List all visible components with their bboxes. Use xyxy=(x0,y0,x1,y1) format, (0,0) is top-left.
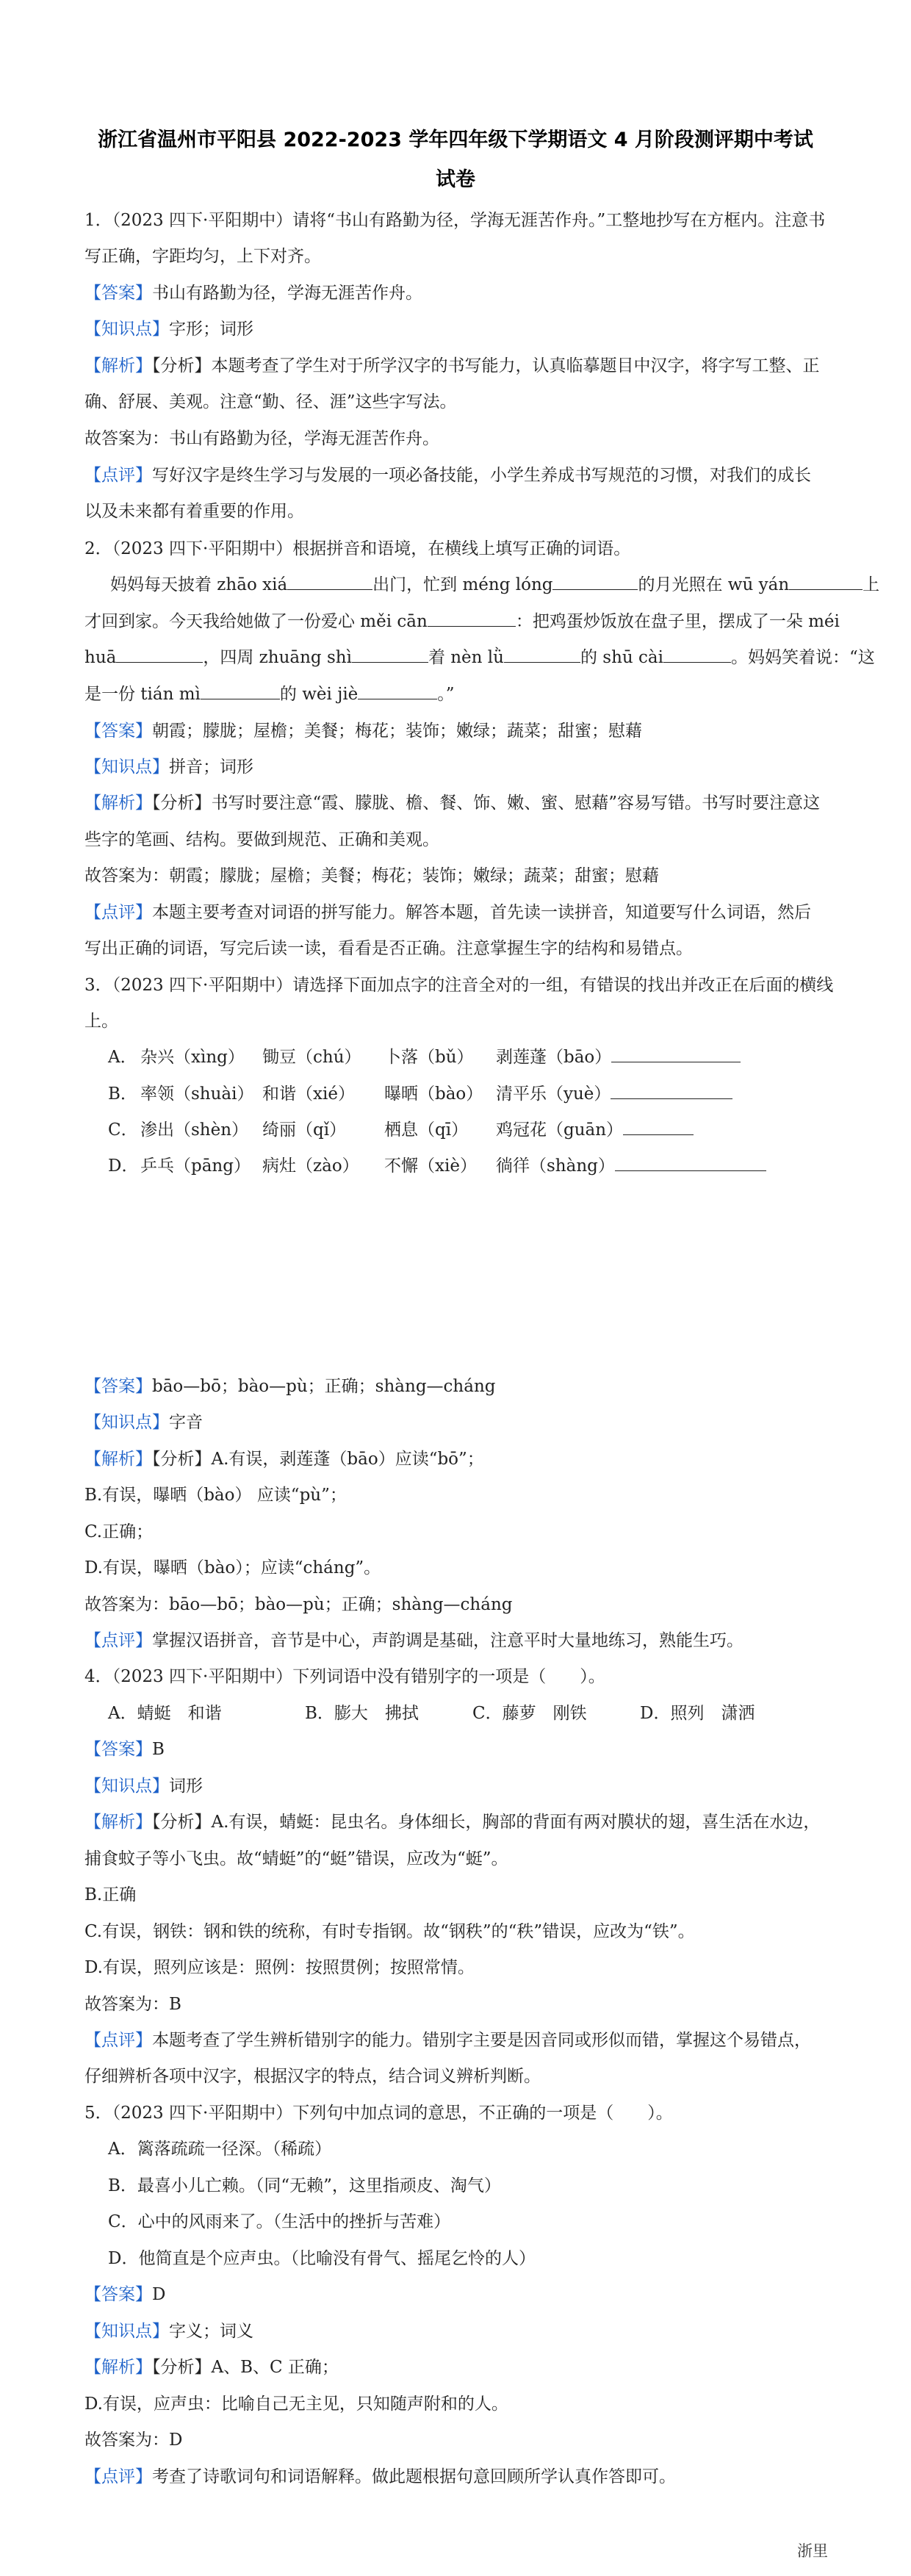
blank-line xyxy=(611,1046,741,1062)
q3-option-a xyxy=(108,1046,850,1069)
page-footer: 浙里 xyxy=(797,2542,828,2560)
q1-answer-text: 书山有路勤为径，学海无涯苦作舟。 xyxy=(152,284,422,303)
q2-p1b: 出门，忙到 méng lóng xyxy=(372,575,553,594)
q2-p3e: 。妈妈笑着说：“这 xyxy=(730,648,875,667)
q3-option-item: 杂兴（xìng） xyxy=(140,1048,245,1067)
q3-option-item: 锄豆（chú） xyxy=(262,1048,361,1067)
q3-answer xyxy=(84,1375,827,1398)
q5-analysis-line2: D.有误，应声虫：比喻自己无主见，只知随声附和的人。 xyxy=(84,2395,508,2414)
q3-analysis-line4: D.有误，曝晒（bào）；应读“cháng”。 xyxy=(84,1558,381,1577)
q4-analysis-line5: D.有误，照列应该是：照例：按照贯例；按照常情。 xyxy=(84,1958,475,1977)
q1-analysis-line2: 确、舒展、美观。注意“勤、径、涯”这些字写法。 xyxy=(84,392,457,411)
q5-option-a: A．篱落疏疏一径深。（稀疏） xyxy=(108,2140,332,2159)
q5-option-b: B．最喜小儿亡赖。（同“无赖”，这里指顽皮、淘气） xyxy=(108,2176,501,2195)
q2-stem: 2．（2023 四下·平阳期中）根据拼音和语境，在横线上填写正确的词语。 xyxy=(84,539,631,558)
q3-option-label: B． xyxy=(108,1084,137,1104)
q3-option-item: 曝晒（bào） xyxy=(384,1084,483,1104)
analysis-tag: 【解析】 xyxy=(84,356,152,375)
q2-passage-line2 xyxy=(84,610,840,633)
q4-options xyxy=(108,1702,850,1725)
comment-tag: 【点评】 xyxy=(84,2031,152,2050)
q4-analysis-line1 xyxy=(84,1810,827,1834)
q2-p4a: 是一份 tián mì xyxy=(84,685,201,704)
q5-answer xyxy=(84,2283,827,2306)
q3-option-label: D． xyxy=(108,1156,139,1176)
q4-stem: 4．（2023 四下·平阳期中）下列词语中没有错别字的一项是（ ）。 xyxy=(84,1667,605,1686)
analysis-tag: 【解析】 xyxy=(84,1450,152,1469)
q2-passage-line4 xyxy=(84,683,827,706)
q2-analysis-text1: 【分析】书写时要注意“霞、朦胧、檐、餐、饰、嫩、蜜、慰藉”容易写错。书写时要注意这 xyxy=(152,794,821,813)
blank-line xyxy=(552,573,638,590)
q2-comment-line2: 写出正确的词语，写完后读一读，看看是否正确。注意掌握生字的结构和易错点。 xyxy=(84,939,693,958)
q5-option-d: D．他简直是个应声虫。（比喻没有骨气、摇尾乞怜的人） xyxy=(108,2249,536,2268)
blank-line xyxy=(789,573,863,590)
q3-option-label: A． xyxy=(108,1048,137,1067)
q3-option-label: C． xyxy=(108,1120,138,1140)
blank-line xyxy=(611,1082,732,1099)
q4-analysis-text1: 【分析】A.有误，蜻蜓：昆虫名。身体细长，胸部的背面有两对膜状的翅，喜生活在水边， xyxy=(152,1813,821,1832)
q3-stem-line1: 3．（2023 四下·平阳期中）请选择下面加点字的注音全对的一组，有错误的找出并改正在后面的横线 xyxy=(84,976,834,995)
q5-final-answer: 故答案为：D xyxy=(84,2431,183,2450)
q3-option-item: 和谐（xié） xyxy=(262,1084,355,1104)
q2-p1c: 的月光照在 wū yán xyxy=(638,575,790,594)
answer-tag: 【答案】 xyxy=(84,1740,152,1759)
answer-tag: 【答案】 xyxy=(84,1377,152,1396)
knowledge-tag: 【知识点】 xyxy=(84,758,169,777)
q4-point-text: 词形 xyxy=(169,1777,203,1796)
q5-point-text: 字义；词义 xyxy=(169,2322,253,2341)
q1-answer xyxy=(84,281,827,305)
q3-option-item: 渗出（shèn） xyxy=(140,1120,249,1140)
blank-line xyxy=(615,1154,766,1171)
q1-point-text: 字形；词形 xyxy=(169,320,253,339)
knowledge-tag: 【知识点】 xyxy=(84,320,169,339)
q2-answer xyxy=(84,719,827,743)
q3-final-answer: 故答案为：bāo—bō；bào—pù；正确；shàng—cháng xyxy=(84,1595,513,1614)
q2-p1a: 妈妈每天披着 zhāo xiá xyxy=(110,575,288,594)
blank-line xyxy=(504,646,580,663)
q4-analysis-line2: 捕食蚊子等小飞虫。故“蜻蜓”的“蜓”错误，应改为“蜓”。 xyxy=(84,1849,508,1868)
q5-comment-text: 考查了诗歌词句和词语解释。做此题根据句意回顾所学认真作答即可。 xyxy=(152,2467,676,2486)
q3-option-item: 栖息（qī） xyxy=(384,1120,469,1140)
analysis-tag: 【解析】 xyxy=(84,794,152,813)
blank-line xyxy=(358,683,437,699)
analysis-tag: 【解析】 xyxy=(84,1813,152,1832)
q4-analysis-line3: B.正确 xyxy=(84,1885,137,1904)
q3-option-d xyxy=(108,1154,850,1178)
knowledge-tag: 【知识点】 xyxy=(84,1777,169,1796)
q4-option-b: B．膨大 拂拭 xyxy=(305,1704,419,1723)
q3-analysis-text1: 【分析】A.有误，剥莲蓬（bāo）应读“bō”； xyxy=(152,1450,484,1469)
q3-option-item: 徜徉（shàng） xyxy=(496,1156,615,1176)
analysis-tag: 【解析】 xyxy=(84,2358,152,2377)
q4-analysis-line4: C.有误，钢铁：钢和铁的统称，有时专指钢。故“钢秩”的“秩”错误，应改为“铁”。 xyxy=(84,1922,695,1941)
q2-p3d: 的 shū cài xyxy=(580,648,663,667)
comment-tag: 【点评】 xyxy=(84,2467,152,2486)
q3-comment xyxy=(84,1629,827,1652)
q2-p3b: ，四周 zhuāng shì xyxy=(203,648,352,667)
q4-answer-text: B xyxy=(152,1740,165,1759)
q5-analysis-line1 xyxy=(84,2356,827,2379)
comment-tag: 【点评】 xyxy=(84,1631,152,1650)
q3-stem-line2: 上。 xyxy=(84,1012,118,1031)
q2-passage-line1 xyxy=(110,573,880,597)
q1-stem-line2: 写正确，字距均匀，上下对齐。 xyxy=(84,247,321,266)
q5-analysis-text1: 【分析】A、B、C 正确； xyxy=(152,2358,339,2377)
q4-final-answer: 故答案为：B xyxy=(84,1995,181,2014)
knowledge-tag: 【知识点】 xyxy=(84,1413,169,1432)
answer-tag: 【答案】 xyxy=(84,722,152,741)
blank-line xyxy=(201,683,280,699)
answer-tag: 【答案】 xyxy=(84,2285,152,2304)
q5-answer-text: D xyxy=(152,2285,166,2304)
page-title-line1: 浙江省温州市平阳县 2022-2023 学年四年级下学期语文 4 月阶段测评期中考试 xyxy=(98,129,813,151)
blank-line xyxy=(623,1118,694,1135)
q1-comment-line2: 以及未来都有着重要的作用。 xyxy=(84,502,304,521)
q2-p4b: 的 wèi jiè xyxy=(279,685,359,704)
q3-answer-text: bāo—bō；bào—pù；正确；shàng—cháng xyxy=(152,1377,496,1396)
q2-p2b: ：把鸡蛋炒饭放在盘子里，摆成了一朵 méi xyxy=(515,612,840,631)
q1-knowledge-point xyxy=(84,317,827,341)
blank-line xyxy=(428,610,516,627)
q3-option-item: 乒乓（pāng） xyxy=(140,1156,251,1176)
q5-option-c: C．心中的风雨来了。（生活中的挫折与苦难） xyxy=(108,2212,451,2231)
q1-comment-text1: 写好汉字是终生学习与发展的一项必备技能，小学生养成书写规范的习惯，对我们的成长 xyxy=(152,466,811,485)
q2-knowledge-point xyxy=(84,755,827,779)
q3-option-item: 清平乐（yuè） xyxy=(496,1084,611,1104)
q2-analysis-line2: 些字的笔画、结构。要做到规范、正确和美观。 xyxy=(84,830,439,849)
q3-analysis-line2: B.有误，曝晒（bào） 应读“pù”； xyxy=(84,1486,347,1505)
q3-option-item: 病灶（zào） xyxy=(262,1156,359,1176)
q2-p4c: 。” xyxy=(437,685,455,704)
q4-answer xyxy=(84,1738,827,1761)
answer-tag: 【答案】 xyxy=(84,284,152,303)
knowledge-tag: 【知识点】 xyxy=(84,2322,169,2341)
q2-p3a: huā xyxy=(84,648,117,667)
q5-knowledge-point xyxy=(84,2320,827,2343)
q3-option-item: 鸡冠花（guān） xyxy=(496,1120,624,1140)
q3-comment-text: 掌握汉语拼音，音节是中心，声韵调是基础，注意平时大量地练习，熟能生巧。 xyxy=(152,1631,743,1650)
q4-comment-line2: 仔细辨析各项中汉字，根据汉字的特点，结合词义辨析判断。 xyxy=(84,2067,541,2086)
blank-line xyxy=(287,573,372,590)
q1-analysis-text1: 【分析】本题考查了学生对于所学汉字的书写能力，认真临摹题目中汉字，将字写工整、正 xyxy=(152,356,820,375)
q3-option-c xyxy=(108,1118,850,1142)
q2-answer-text: 朝霞；朦胧；屋檐；美餐；梅花；装饰；嫩绿；蔬菜；甜蜜；慰藉 xyxy=(152,722,642,741)
comment-tag: 【点评】 xyxy=(84,466,152,485)
page-title-line2: 试卷 xyxy=(436,168,475,191)
q4-option-c: C．藤萝 刚铁 xyxy=(472,1704,587,1723)
q3-option-item: 不懈（xiè） xyxy=(384,1156,477,1176)
q3-analysis-line3: C.正确； xyxy=(84,1522,154,1541)
q4-option-d: D．照列 潇洒 xyxy=(640,1704,755,1723)
q2-analysis-line1 xyxy=(84,791,827,815)
q3-analysis-line1 xyxy=(84,1447,827,1471)
q4-comment-text1: 本题考查了学生辨析错别字的能力。错别字主要是因音同或形似而错，掌握这个易错点， xyxy=(152,2031,811,2050)
comment-tag: 【点评】 xyxy=(84,903,152,922)
blank-line xyxy=(116,646,203,663)
blank-line xyxy=(663,646,731,663)
q5-comment xyxy=(84,2465,827,2489)
q2-p2a: 才回到家。今天我给她做了一份爱心 měi cān xyxy=(84,612,428,631)
q2-passage-line3 xyxy=(84,646,875,669)
q3-option-item: 卜落（bǔ） xyxy=(384,1048,474,1067)
q3-point-text: 字音 xyxy=(169,1413,203,1432)
q1-analysis-line1 xyxy=(84,354,827,378)
q2-final-answer: 故答案为：朝霞；朦胧；屋檐；美餐；梅花；装饰；嫩绿；蔬菜；甜蜜；慰藉 xyxy=(84,866,659,885)
q3-knowledge-point xyxy=(84,1411,827,1434)
q1-stem-line1: 1．（2023 四下·平阳期中）请将“书山有路勤为径，学海无涯苦作舟。”工整地抄写在方框内。注意书 xyxy=(84,211,826,230)
q2-comment-line1 xyxy=(84,901,827,924)
q1-comment-line1 xyxy=(84,464,827,487)
q3-option-b xyxy=(108,1082,850,1106)
q4-comment-line1 xyxy=(84,2029,827,2052)
q4-option-a: A．蜻蜓 和谐 xyxy=(108,1704,222,1723)
q2-comment-text1: 本题主要考查对词语的拼写能力。解答本题，首先读一读拼音，知道要写什么词语，然后 xyxy=(152,903,811,922)
q3-option-item: 率领（shuài） xyxy=(140,1084,254,1104)
q2-point-text: 拼音；词形 xyxy=(169,758,253,777)
q2-p1d: 上 xyxy=(863,575,880,594)
q5-stem: 5．（2023 四下·平阳期中）下列句中加点词的意思，不正确的一项是（ ）。 xyxy=(84,2104,673,2123)
q2-p3c: 着 nèn lǜ xyxy=(428,648,504,667)
q4-knowledge-point xyxy=(84,1774,827,1798)
q1-final-answer: 故答案为：书山有路勤为径，学海无涯苦作舟。 xyxy=(84,429,439,448)
blank-line xyxy=(352,646,428,663)
q3-option-item: 剥莲蓬（bāo） xyxy=(496,1048,612,1067)
q3-option-item: 绮丽（qǐ） xyxy=(262,1120,347,1140)
